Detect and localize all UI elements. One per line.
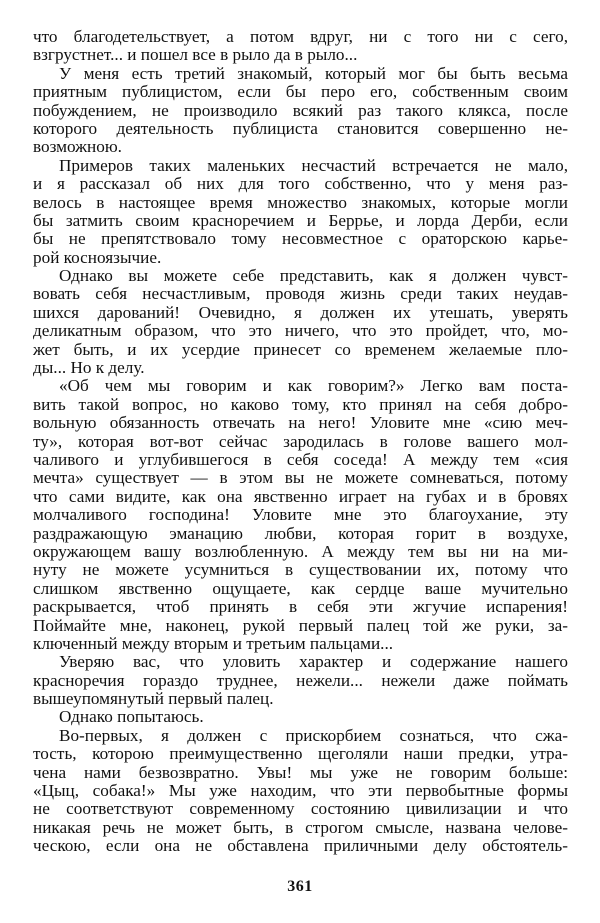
text-line: ды... Но к делу.	[33, 358, 145, 378]
text-line: Однако вы можете себе представить, как я должен чувст-	[59, 266, 568, 286]
text-line: Примеров таких маленьких несчастий встречается не мало,	[59, 155, 568, 175]
text-line: побуждением, не производило всякий раз такого клякса, после	[33, 100, 568, 120]
paragraph	[33, 28, 568, 65]
text-line: что сами видите, как она явственно играет на губах и в бровях	[33, 486, 568, 506]
text-line: не соответствуют современному состоянию цивилизации и что	[33, 799, 568, 819]
text-line: вышеупомянутый первый палец.	[33, 689, 274, 709]
text-line: рой косноязычие.	[33, 247, 162, 267]
text-line: велось в настоящее время множество знакомых, которые могли	[33, 192, 568, 212]
text-line: деликатным образом, что это ничего, что это пройдет, что, мо-	[33, 321, 568, 341]
text-line: и я рассказал об них для того собственно, что у меня раз-	[33, 174, 568, 194]
text-line: приятным публицистом, если бы перо его, собственным своим	[33, 82, 568, 102]
paragraph	[33, 267, 568, 377]
text-line: раскрывается, чтоб принять в себя эти жгучие испарения!	[33, 597, 568, 617]
text-line: вовать себя несчастливым, проводя жизнь среди таких неудав-	[33, 284, 568, 304]
text-line: ческою, если она не обставлена приличными делу обстоятель-	[33, 836, 568, 856]
text-line: нуту не можете усумниться в существовании их, потому что	[33, 560, 568, 580]
text-line: ту», которая вот-вот сейчас зародилась в голове вашего мол-	[33, 431, 568, 451]
text-line: которого деятельность публициста становится совершенно не-	[33, 118, 568, 138]
text-line: что благодетельствует, а потом вдруг, ни с того ни с сего,	[33, 27, 568, 46]
body-text	[33, 28, 568, 856]
text-line: У меня есть третий знакомый, который мог бы быть весьма	[59, 63, 568, 83]
text-line: красноречия гораздо труднее, нежели... нежели даже поймать	[33, 670, 568, 690]
paragraph	[33, 708, 568, 726]
paragraph	[33, 653, 568, 708]
paragraph	[33, 727, 568, 856]
text-line: мечта» существует — в этом вы не можете сомневаться, потому	[33, 468, 568, 488]
text-line: «Цыц, собака!» Мы уже находим, что эти первобытные формы	[33, 781, 568, 801]
text-line: Поймайте мне, наконец, рукой первый палец той же руки, за-	[33, 615, 568, 635]
paragraph	[33, 377, 568, 653]
text-line: Во-первых, я должен с прискорбием сознаться, что сжа-	[59, 725, 568, 745]
text-line: тость, которою преимущественно щеголяли наши предки, утра-	[33, 744, 568, 764]
text-line: молчаливого господина! Уловите мне это благоухание, эту	[33, 505, 568, 525]
text-line: чаливого и углубившегося в себя соседа! А между тем «сия	[33, 449, 568, 469]
text-line: Однако попытаюсь.	[59, 707, 204, 727]
text-line: раздражающую эманацию любви, которая горит в воздухе,	[33, 523, 568, 543]
text-line: жет быть, и их усердие принесет со временем желаемые пло-	[33, 339, 568, 359]
text-line: «Об чем мы говорим и как говорим?» Легко вам поста-	[59, 376, 568, 396]
text-line: вольную обязанность отвечать на него! Уловите мне «сию меч-	[33, 413, 568, 433]
text-line: чена нами безвозвратно. Увы! мы уже не говорим больше:	[33, 762, 568, 782]
text-line: ключенный между вторым и третьим пальцами...	[33, 633, 394, 653]
text-line: Уверяю вас, что уловить характер и содержание нашего	[59, 652, 568, 672]
text-line: никакая речь не может быть, в строгом смысле, названа челове-	[33, 817, 568, 837]
text-line: возможною.	[33, 137, 122, 157]
paragraph	[33, 157, 568, 267]
text-line: взгрустнет... и пошел все в рыло да в рыло...	[33, 45, 358, 65]
text-line: слишком явственно ощущаете, как сердце ваше мучительно	[33, 578, 568, 598]
text-line: бы затмить своим красноречием и Беррье, и лорда Дерби, если	[33, 210, 568, 230]
text-line: шихся дарований! Очевидно, я должен их утешать, уверять	[33, 302, 568, 322]
text-line: окружающем вашу возлюбленную. А между тем вы ни на ми-	[33, 541, 568, 561]
text-line: вить такой вопрос, но каково тому, кто принял на себя добро-	[33, 394, 568, 414]
page-number: 361	[287, 878, 313, 895]
text-line: бы не препятствовало тому несовместное с ораторскою карье-	[33, 229, 568, 249]
paragraph	[33, 65, 568, 157]
